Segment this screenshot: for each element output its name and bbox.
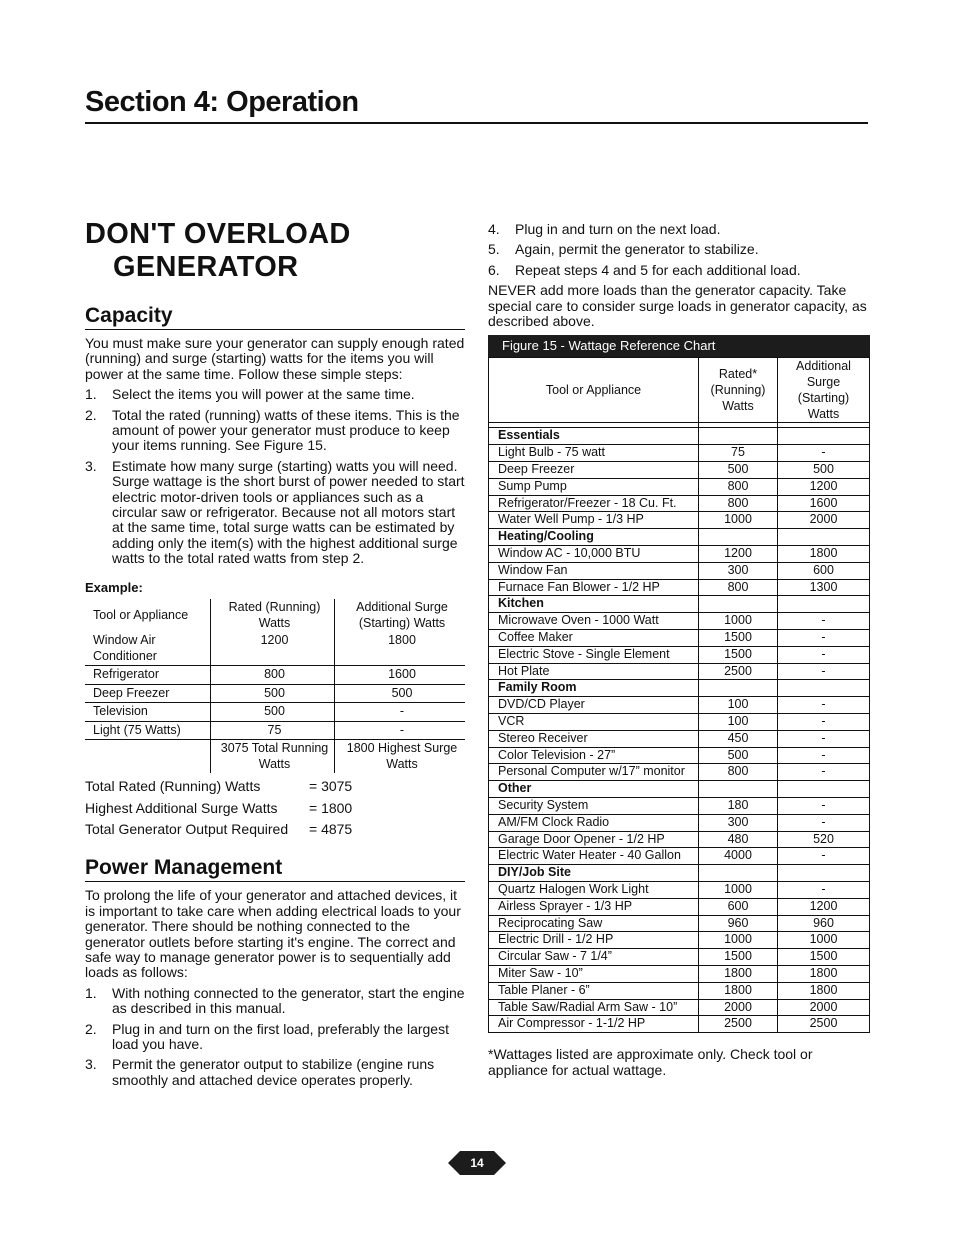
power-management-intro: To prolong the life of your generator and attached devices, it is important to take care when adding electrical loads to your generator. There should be nothing connected to the generator outlets before starting it's engine. The correct and safe way to manage generator power is to sequentially add loads as follows: bbox=[85, 887, 461, 981]
category-row bbox=[489, 529, 870, 546]
rated-watts: 100 bbox=[699, 713, 778, 730]
example-cell: 500 bbox=[335, 684, 466, 703]
appliance-row bbox=[489, 462, 870, 479]
example-total-cell bbox=[85, 740, 211, 774]
example-row bbox=[85, 632, 465, 666]
appliance-name: DVD/CD Player bbox=[489, 697, 699, 714]
example-cell: 500 bbox=[211, 703, 335, 722]
appliance-name: Table Planer - 6” bbox=[489, 982, 699, 999]
surge-watts: 1000 bbox=[778, 932, 870, 949]
appliance-row bbox=[489, 1016, 870, 1033]
appliance-name: Circular Saw - 7 1/4” bbox=[489, 949, 699, 966]
appliance-name: Electric Drill - 1/2 HP bbox=[489, 932, 699, 949]
rated-watts: 800 bbox=[699, 478, 778, 495]
example-row bbox=[85, 721, 465, 740]
appliance-row bbox=[489, 999, 870, 1016]
surge-watts: 1200 bbox=[778, 478, 870, 495]
step-text: Plug in and turn on the first load, preferably the largest load you have. bbox=[112, 1020, 449, 1052]
rated-watts: 450 bbox=[699, 730, 778, 747]
step-text: Plug in and turn on the next load. bbox=[515, 221, 721, 237]
example-cell: 800 bbox=[211, 666, 335, 685]
rated-watts: 800 bbox=[699, 579, 778, 596]
appliance-name: Security System bbox=[489, 797, 699, 814]
rated-watts: 2500 bbox=[699, 1016, 778, 1033]
example-header-tool: Tool or Appliance bbox=[93, 607, 189, 622]
total-label: Total Generator Output Required bbox=[85, 820, 289, 837]
example-row bbox=[85, 684, 465, 703]
category-row bbox=[489, 680, 870, 697]
example-table-body bbox=[85, 632, 465, 773]
appliance-name: Microwave Oven - 1000 Watt bbox=[489, 613, 699, 630]
step-number: 4. bbox=[488, 221, 500, 237]
example-cell: 1600 bbox=[335, 666, 466, 685]
surge-watts: - bbox=[778, 713, 870, 730]
rated-watts: 2500 bbox=[699, 663, 778, 680]
appliance-row bbox=[489, 478, 870, 495]
surge-watts: 2000 bbox=[778, 999, 870, 1016]
appliance-name: Sump Pump bbox=[489, 478, 699, 495]
rated-watts: 800 bbox=[699, 495, 778, 512]
rated-watts: 1200 bbox=[699, 546, 778, 563]
rated-watts: 480 bbox=[699, 831, 778, 848]
example-row bbox=[85, 703, 465, 722]
total-line bbox=[85, 801, 465, 816]
example-cell: 75 bbox=[211, 721, 335, 740]
surge-watts: 960 bbox=[778, 915, 870, 932]
total-value: = 3075 bbox=[309, 778, 353, 795]
rated-watts: 1000 bbox=[699, 512, 778, 529]
example-total-cell: 1800 Highest Surge Watts bbox=[346, 741, 458, 771]
total-line bbox=[85, 822, 465, 837]
step-item bbox=[85, 1022, 465, 1053]
appliance-row bbox=[489, 915, 870, 932]
example-row bbox=[85, 666, 465, 685]
appliance-row bbox=[489, 764, 870, 781]
rated-watts: 180 bbox=[699, 797, 778, 814]
surge-watts: 1800 bbox=[778, 965, 870, 982]
rated-watts: 1800 bbox=[699, 965, 778, 982]
appliance-name: Water Well Pump - 1/3 HP bbox=[489, 512, 699, 529]
wattage-chart-body bbox=[489, 423, 870, 1033]
rated-watts: 1000 bbox=[699, 932, 778, 949]
step-text: Repeat steps 4 and 5 for each additional load. bbox=[515, 261, 801, 278]
step-number: 1. bbox=[85, 984, 97, 1001]
surge-watts: - bbox=[778, 881, 870, 898]
appliance-name: Stereo Receiver bbox=[489, 730, 699, 747]
capacity-heading-rule bbox=[85, 329, 465, 330]
example-table bbox=[85, 599, 465, 773]
step-text: Estimate how many surge (starting) watts you will need. Surge wattage is the short burst of power needed to start electric motor-driven tools or appliances such as a circular saw or refrigerator. Because not all motors start at the same time, total surge watts can be estimated by adding only the item(s) with the highest additional surge watts to the total rated watts from step 2. bbox=[112, 457, 465, 567]
power-management-steps-1-3 bbox=[85, 986, 465, 1088]
example-cell: Light (75 Watts) bbox=[85, 721, 211, 740]
appliance-row bbox=[489, 697, 870, 714]
step-text: Again, permit the generator to stabilize. bbox=[515, 241, 759, 258]
rated-watts: 300 bbox=[699, 562, 778, 579]
surge-watts: 1500 bbox=[778, 949, 870, 966]
surge-watts: - bbox=[778, 814, 870, 831]
category-row bbox=[489, 865, 870, 882]
appliance-row bbox=[489, 713, 870, 730]
rated-watts: 100 bbox=[699, 697, 778, 714]
step-text: Total the rated (running) watts of these items. This is the amount of power your generator must produce to keep your items running. See Figure 15. bbox=[112, 406, 460, 454]
surge-watts: - bbox=[778, 730, 870, 747]
appliance-row bbox=[489, 814, 870, 831]
example-total-row bbox=[85, 740, 465, 774]
example-cell: Window Air Conditioner bbox=[85, 632, 211, 666]
surge-watts: - bbox=[778, 764, 870, 781]
rated-watts: 2000 bbox=[699, 999, 778, 1016]
wattage-chart-caption: Figure 15 - Wattage Reference Chart bbox=[488, 335, 870, 357]
appliance-row bbox=[489, 445, 870, 462]
category-name: Family Room bbox=[489, 680, 699, 697]
appliance-row bbox=[489, 613, 870, 630]
appliance-name: Quartz Halogen Work Light bbox=[489, 881, 699, 898]
appliance-row bbox=[489, 546, 870, 563]
example-cell: Television bbox=[85, 703, 211, 722]
step-text: With nothing connected to the generator, start the engine as described in this manual. bbox=[112, 984, 465, 1017]
wattage-header-tool: Tool or Appliance bbox=[489, 358, 699, 423]
wattage-header-surge: Additional Surge (Starting) Watts bbox=[778, 358, 870, 423]
surge-watts: - bbox=[778, 613, 870, 630]
example-cell: - bbox=[335, 703, 466, 722]
rated-watts: 1500 bbox=[699, 630, 778, 647]
surge-watts: - bbox=[778, 646, 870, 663]
appliance-name: AM/FM Clock Radio bbox=[489, 814, 699, 831]
step-number: 5. bbox=[488, 241, 500, 258]
rated-watts: 1000 bbox=[699, 881, 778, 898]
appliance-row bbox=[489, 495, 870, 512]
example-header-surge: Additional Surge (Starting) Watts bbox=[356, 600, 448, 630]
main-heading-line-2: GENERATOR bbox=[113, 251, 299, 283]
appliance-row bbox=[489, 848, 870, 865]
appliance-row bbox=[489, 646, 870, 663]
appliance-row bbox=[489, 797, 870, 814]
category-name: DIY/Job Site bbox=[489, 865, 699, 882]
appliance-row bbox=[489, 881, 870, 898]
appliance-name: Furnace Fan Blower - 1/2 HP bbox=[489, 579, 699, 596]
appliance-name: Airless Sprayer - 1/3 HP bbox=[489, 898, 699, 915]
appliance-row bbox=[489, 747, 870, 764]
appliance-row bbox=[489, 579, 870, 596]
capacity-steps bbox=[85, 387, 465, 566]
capacity-intro: You must make sure your generator can supply enough rated (running) and surge (starting) watts for the items you will power at the same time. Follow these simple steps: bbox=[85, 335, 465, 382]
step-item bbox=[85, 387, 465, 402]
rated-watts: 800 bbox=[699, 764, 778, 781]
appliance-name: Window AC - 10,000 BTU bbox=[489, 546, 699, 563]
example-cell: - bbox=[335, 721, 466, 740]
step-number: 3. bbox=[85, 1056, 97, 1073]
surge-watts: - bbox=[778, 797, 870, 814]
total-label: Highest Additional Surge Watts bbox=[85, 799, 278, 816]
wattage-chart-table bbox=[488, 357, 870, 1033]
step-number: 2. bbox=[85, 1020, 97, 1037]
example-header-rated: Rated (Running) Watts bbox=[211, 599, 335, 632]
rated-watts: 1500 bbox=[699, 646, 778, 663]
surge-watts: 1300 bbox=[778, 579, 870, 596]
step-item bbox=[488, 242, 870, 257]
example-cell: 1800 bbox=[335, 632, 466, 666]
step-item bbox=[85, 408, 465, 454]
example-cell: 500 bbox=[211, 684, 335, 703]
rated-watts: 1500 bbox=[699, 949, 778, 966]
example-total-cell: 3075 Total Running Watts bbox=[211, 740, 335, 774]
category-name: Heating/Cooling bbox=[489, 529, 699, 546]
step-item bbox=[85, 459, 465, 567]
surge-watts: 2000 bbox=[778, 512, 870, 529]
example-label: Example: bbox=[85, 579, 143, 595]
appliance-row bbox=[489, 663, 870, 680]
main-heading bbox=[85, 218, 465, 284]
appliance-row bbox=[489, 949, 870, 966]
step-item bbox=[488, 222, 870, 237]
power-management-heading: Power Management bbox=[85, 856, 283, 880]
appliance-name: Deep Freezer bbox=[489, 462, 699, 479]
surge-watts: 1800 bbox=[778, 982, 870, 999]
appliance-row bbox=[489, 562, 870, 579]
right-column bbox=[488, 222, 870, 1078]
appliance-name: Personal Computer w/17” monitor bbox=[489, 764, 699, 781]
appliance-name: Miter Saw - 10” bbox=[489, 965, 699, 982]
surge-watts: - bbox=[778, 630, 870, 647]
main-heading-line-1: DON'T OVERLOAD bbox=[85, 218, 351, 250]
appliance-name: Table Saw/Radial Arm Saw - 10” bbox=[489, 999, 699, 1016]
surge-watts: - bbox=[778, 747, 870, 764]
appliance-row bbox=[489, 730, 870, 747]
rated-watts: 600 bbox=[699, 898, 778, 915]
wattage-footnote: *Wattages listed are approximate only. Check tool or appliance for actual wattage. bbox=[488, 1046, 813, 1078]
appliance-row bbox=[489, 982, 870, 999]
appliance-name: Color Television - 27” bbox=[489, 747, 699, 764]
step-text: Select the items you will power at the same time. bbox=[112, 386, 415, 403]
surge-watts: 1200 bbox=[778, 898, 870, 915]
appliance-name: Hot Plate bbox=[489, 663, 699, 680]
rated-watts: 4000 bbox=[699, 848, 778, 865]
section-title-rule bbox=[85, 122, 868, 124]
surge-watts: 600 bbox=[778, 562, 870, 579]
appliance-row bbox=[489, 512, 870, 529]
appliance-name: Coffee Maker bbox=[489, 630, 699, 647]
rated-watts: 1800 bbox=[699, 982, 778, 999]
step-item bbox=[85, 1057, 465, 1088]
example-cell: Deep Freezer bbox=[85, 684, 211, 703]
page-number-badge bbox=[448, 1151, 506, 1175]
step-number: 2. bbox=[85, 406, 97, 423]
step-number: 1. bbox=[85, 386, 97, 403]
appliance-name: Electric Water Heater - 40 Gallon bbox=[489, 848, 699, 865]
step-number: 3. bbox=[85, 457, 97, 474]
surge-watts: 500 bbox=[778, 462, 870, 479]
section-title: Section 4: Operation bbox=[85, 86, 359, 118]
appliance-name: Light Bulb - 75 watt bbox=[489, 445, 699, 462]
category-row bbox=[489, 596, 870, 613]
appliance-name: Air Compressor - 1-1/2 HP bbox=[489, 1016, 699, 1033]
category-name: Kitchen bbox=[489, 596, 699, 613]
step-item bbox=[488, 263, 870, 278]
rated-watts: 75 bbox=[699, 445, 778, 462]
wattage-header-rated: Rated* (Running) Watts bbox=[699, 358, 778, 423]
example-cell: 1200 bbox=[211, 632, 335, 666]
never-note: NEVER add more loads than the generator capacity. Take special care to consider surge loads in generator capacity, as described above. bbox=[488, 282, 867, 330]
total-value: = 1800 bbox=[309, 799, 353, 816]
surge-watts: 520 bbox=[778, 831, 870, 848]
surge-watts: 2500 bbox=[778, 1016, 870, 1033]
example-cell: Refrigerator bbox=[85, 666, 211, 685]
total-value: = 4875 bbox=[309, 820, 353, 837]
appliance-name: Window Fan bbox=[489, 562, 699, 579]
power-management-heading-rule bbox=[85, 881, 465, 882]
surge-watts: - bbox=[778, 663, 870, 680]
category-name: Other bbox=[489, 781, 699, 798]
surge-watts: 1600 bbox=[778, 495, 870, 512]
appliance-row bbox=[489, 831, 870, 848]
rated-watts: 500 bbox=[699, 747, 778, 764]
total-line bbox=[85, 779, 465, 794]
step-item bbox=[85, 986, 465, 1017]
surge-watts: - bbox=[778, 697, 870, 714]
appliance-name: VCR bbox=[489, 713, 699, 730]
appliance-row bbox=[489, 898, 870, 915]
rated-watts: 300 bbox=[699, 814, 778, 831]
appliance-name: Electric Stove - Single Element bbox=[489, 646, 699, 663]
left-column bbox=[85, 218, 465, 1088]
rated-watts: 500 bbox=[699, 462, 778, 479]
appliance-row bbox=[489, 932, 870, 949]
surge-watts: - bbox=[778, 445, 870, 462]
appliance-name: Garage Door Opener - 1/2 HP bbox=[489, 831, 699, 848]
example-totals bbox=[85, 779, 465, 837]
page-number: 14 bbox=[470, 1156, 484, 1170]
appliance-row bbox=[489, 630, 870, 647]
capacity-heading: Capacity bbox=[85, 304, 173, 327]
step-text: Permit the generator output to stabilize (engine runs smoothly and attached device operates properly. bbox=[112, 1056, 435, 1088]
step-number: 6. bbox=[488, 261, 500, 278]
power-management-steps-4-6 bbox=[488, 222, 870, 278]
appliance-name: Reciprocating Saw bbox=[489, 915, 699, 932]
surge-watts: 1800 bbox=[778, 546, 870, 563]
surge-watts: - bbox=[778, 848, 870, 865]
category-name: Essentials bbox=[489, 428, 699, 445]
rated-watts: 960 bbox=[699, 915, 778, 932]
total-label: Total Rated (Running) Watts bbox=[85, 778, 261, 795]
appliance-name: Refrigerator/Freezer - 18 Cu. Ft. bbox=[489, 495, 699, 512]
category-row bbox=[489, 428, 870, 445]
category-row bbox=[489, 781, 870, 798]
rated-watts: 1000 bbox=[699, 613, 778, 630]
appliance-row bbox=[489, 965, 870, 982]
